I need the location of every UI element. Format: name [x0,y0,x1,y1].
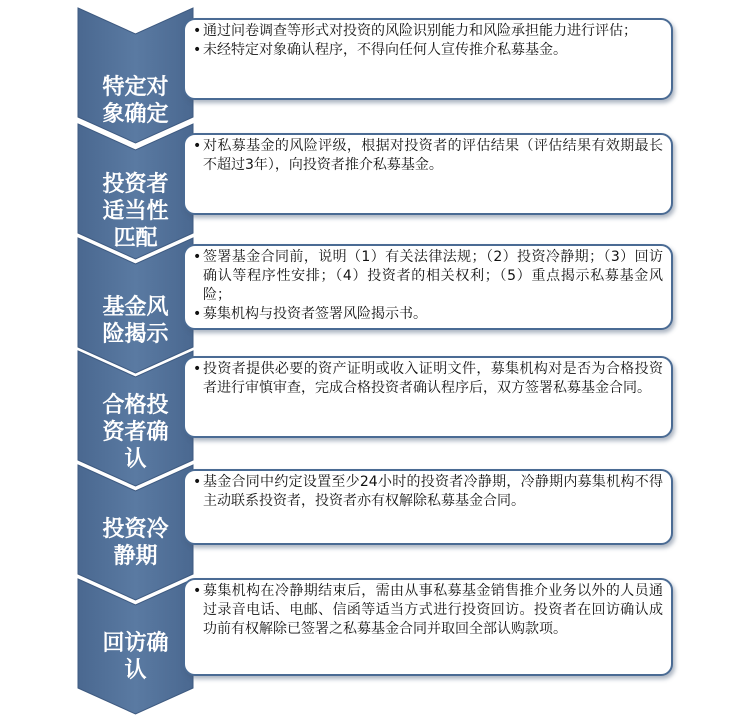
step-label: 基金风 险揭示 [102,295,169,347]
step-label: 投资冷 静期 [102,517,169,569]
step-description-card [183,133,673,215]
bullet-item: • 募集机构与投资者签署风险揭示书。 [193,305,663,324]
step-description-card [183,244,673,330]
bullet-item: • 未经特定对象确认程序，不得向任何人宣传推介私募基金。 [193,41,663,60]
step-label: 回访确 认 [102,631,169,683]
step-description-card [183,356,673,438]
bullet-item: • 通过问卷调查等形式对投资的风险识别能力和风险承担能力进行评估； [193,22,663,41]
step-description-card [183,578,673,676]
step-label: 特定对 象确定 [102,75,169,127]
bullet-item: • 基金合同中约定设置至少24小时的投资者冷静期，冷静期内募集机构不得主动联系投资者，投资者亦有权解除私募基金合同。 [193,473,663,511]
bullet-item: • 签署基金合同前，说明（1）有关法律法规；（2）投资冷静期；（3）回访确认等程序性安排；（4）投资者的相关权利；（5）重点揭示私募基金风险； [193,248,663,305]
bullet-item: • 募集机构在冷静期结束后，需由从事私募基金销售推介业务以外的人员通过录音电话、电邮、信函等适当方式进行投资回访。投资者在回访确认成功前有权解除已签署之私募基金合同并取回全部认购款项。 [193,582,663,639]
step-description-card [183,18,673,100]
step-label: 投资者 适当性 匹配 [102,172,169,251]
step-description-card [183,469,673,545]
bullet-item: • 投资者提供必要的资产证明或收入证明文件，募集机构对是否为合格投资者进行审慎审查，完成合格投资者确认程序后，双方签署私募基金合同。 [193,360,663,398]
step-label: 合格投 资者确 认 [102,393,169,472]
bullet-item: • 对私募基金的风险评级，根据对投资者的评估结果（评估结果有效期最长不超过3年），向投资者推介私募基金。 [193,137,663,175]
